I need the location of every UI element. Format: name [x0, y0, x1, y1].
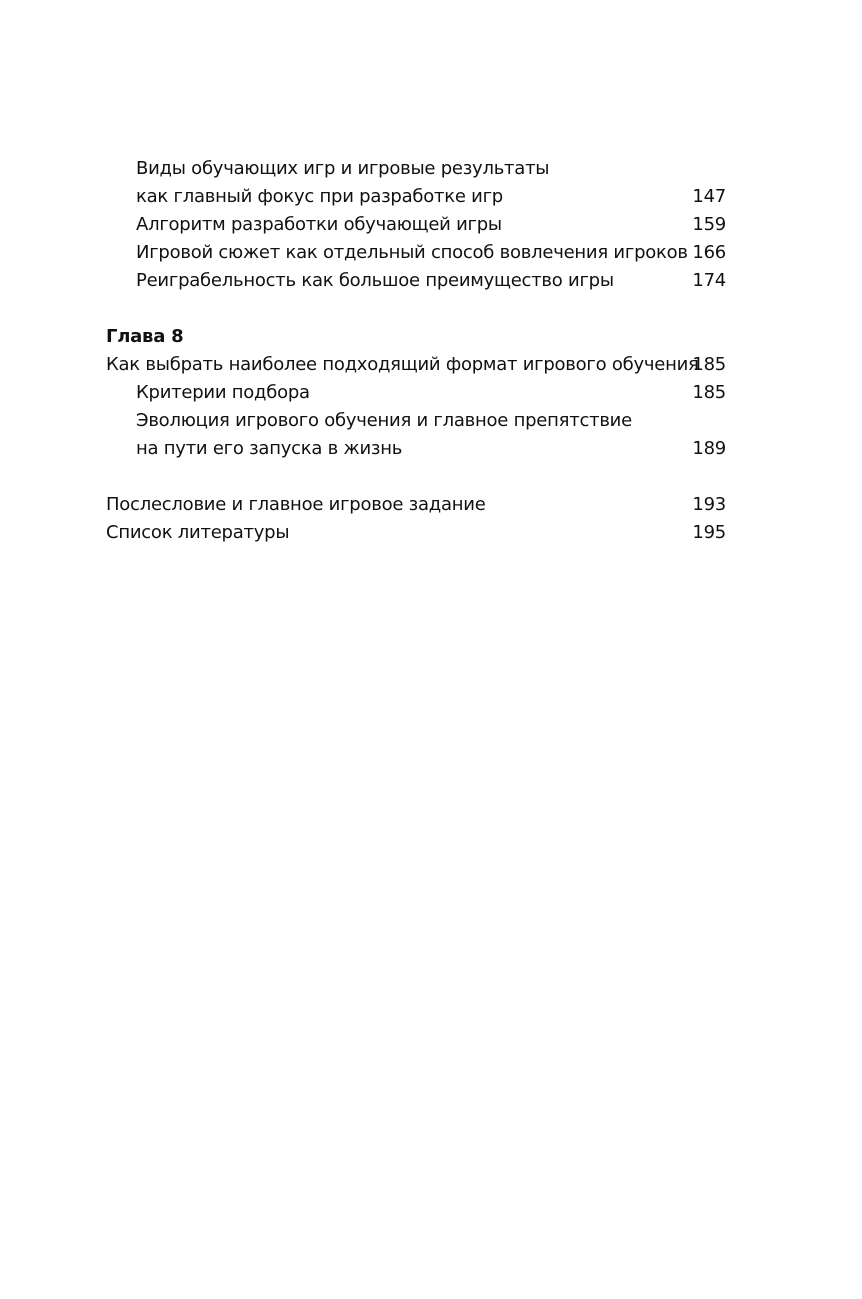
toc-entry-line	[106, 491, 726, 519]
toc-entry-text: Послесловие и главное игровое задание	[106, 494, 486, 515]
spacer	[106, 295, 726, 323]
toc-page-number: 193	[692, 494, 726, 515]
chapter-heading-text: Глава 8	[106, 326, 184, 347]
toc-entry-line	[106, 267, 726, 295]
toc-entry-text: Виды обучающих игр и игровые результаты	[136, 158, 550, 179]
toc-entry-line	[106, 379, 726, 407]
toc-page-number: 166	[692, 242, 726, 263]
chapter-heading	[106, 323, 726, 351]
toc-entry-text: на пути его запуска в жизнь	[136, 438, 403, 459]
toc-page-number: 159	[692, 214, 726, 235]
toc-page-number: 147	[692, 186, 726, 207]
toc-entry-text: как главный фокус при разработке игр	[136, 186, 503, 207]
toc-entry-text: Игровой сюжет как отдельный способ вовлечения игроков	[136, 242, 688, 263]
toc-entry-line	[106, 155, 726, 183]
table-of-contents	[106, 155, 726, 547]
toc-page-number: 189	[692, 438, 726, 459]
toc-entry-line	[106, 351, 726, 379]
toc-entry-line	[106, 435, 726, 463]
toc-entry-text: Список литературы	[106, 522, 290, 543]
toc-entry-line	[106, 211, 726, 239]
toc-entry-line	[106, 407, 726, 435]
spacer	[106, 463, 726, 491]
toc-page-number: 174	[692, 270, 726, 291]
chapter-title: Как выбрать наиболее подходящий формат игрового обучения	[106, 354, 699, 375]
toc-entry-line	[106, 183, 726, 211]
toc-entry-line	[106, 519, 726, 547]
toc-entry-text: Алгоритм разработки обучающей игры	[136, 214, 502, 235]
toc-page-number: 195	[692, 522, 726, 543]
toc-entry-text: Реиграбельность как большое преимущество игры	[136, 270, 614, 291]
toc-entry-text: Критерии подбора	[136, 382, 310, 403]
toc-page-number: 185	[692, 382, 726, 403]
toc-entry-line	[106, 239, 726, 267]
toc-entry-text: Эволюция игрового обучения и главное препятствие	[136, 410, 632, 431]
toc-page-number: 185	[692, 354, 726, 375]
